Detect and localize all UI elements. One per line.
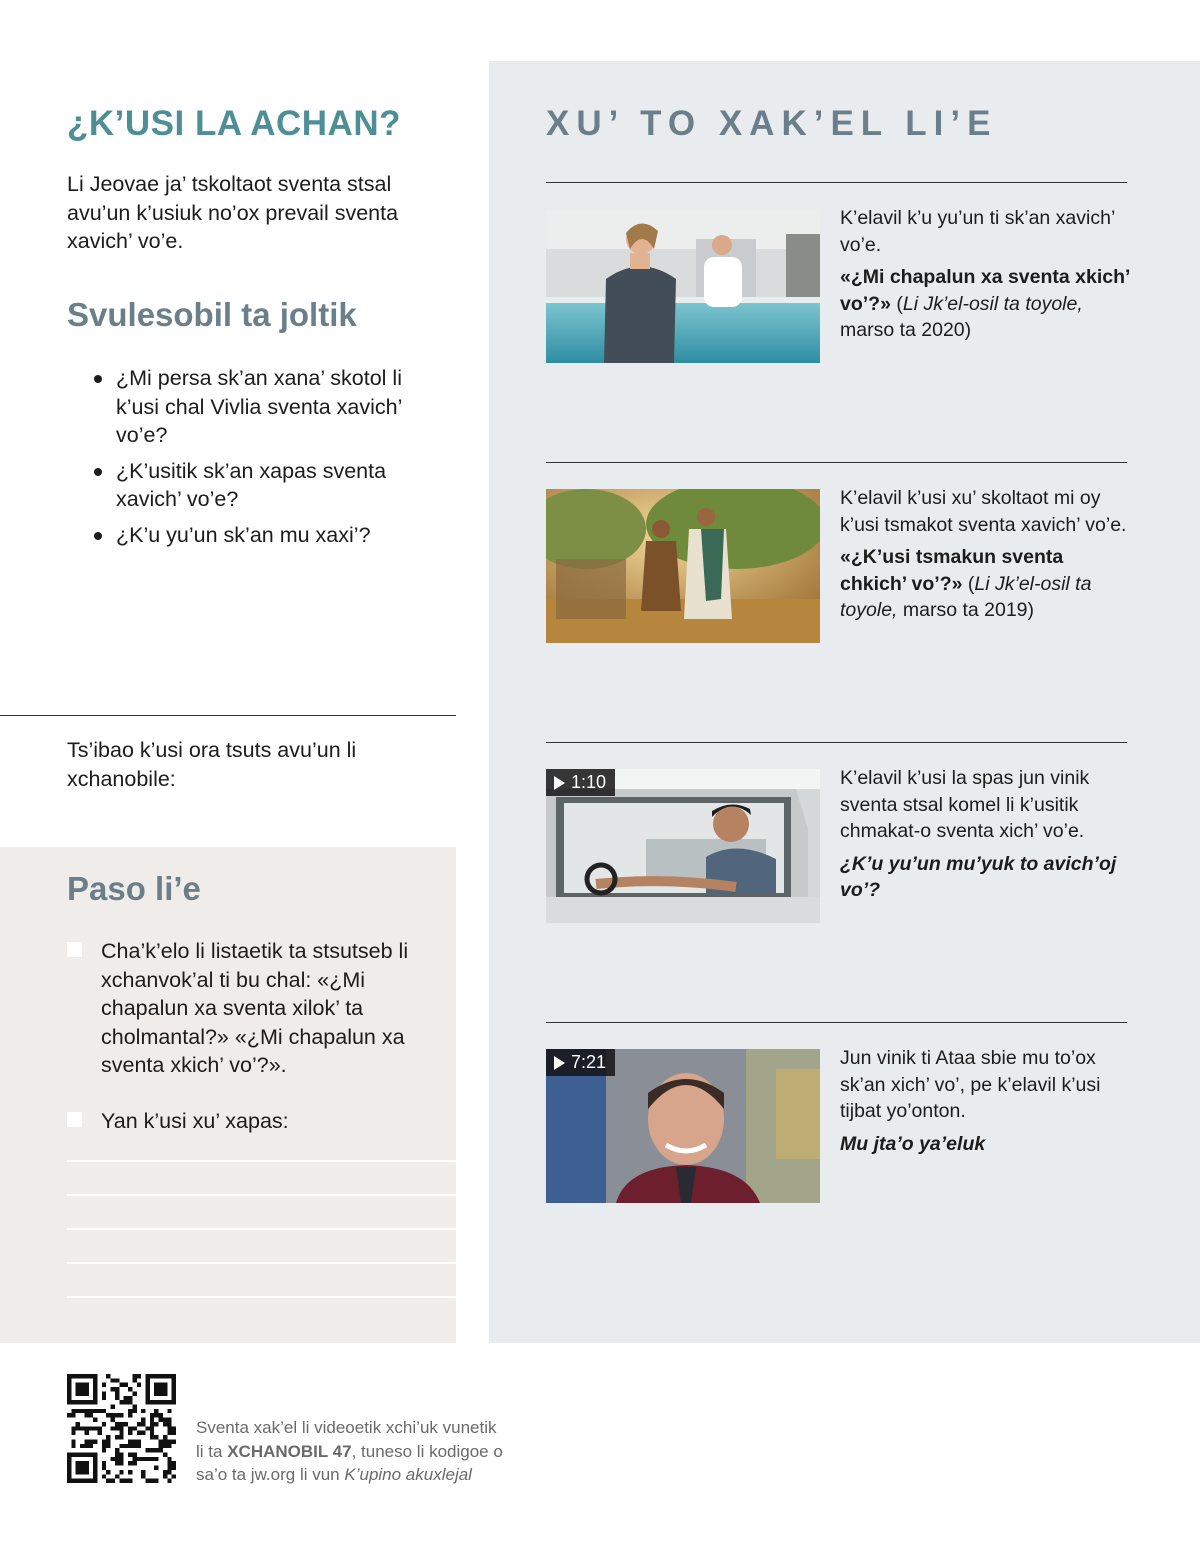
resource-description: Jun vinik ti Ataa sbie mu to’ox sk’an xich’ vo’, pe k’elavil k’usi tijbat yo’onton.: [840, 1047, 1101, 1122]
issue-date: marso ta 2019): [902, 599, 1035, 621]
review-question: ¿Mi persa sk’an xana’ skotol li k’usi chal Vivlia sventa xavich’ vo’e?: [92, 364, 432, 450]
article-title: «¿K’usi tsmakun sventa chkich’ vo’?»: [840, 546, 1064, 595]
magazine-name: Li Jk’el-osil ta toyole,: [902, 292, 1083, 315]
goal-text: Cha’k’elo li listaetik ta stsutseb li xchanvok’al ti bu chal: «¿Mi chapalun xa sventa xilok’ ta cholmantal?» «¿Mi chapalun xa sventa xkich’ vo’?».: [101, 939, 409, 1077]
write-line[interactable]: [67, 1228, 456, 1230]
footer-line: li ta: [196, 1441, 223, 1461]
painting-photo[interactable]: [546, 489, 820, 643]
video-duration: 1:10: [571, 772, 607, 792]
lesson-title: ¿K’USI LA ACHAN?: [67, 104, 401, 143]
lesson-number: XCHANOBIL 47: [227, 1441, 352, 1461]
review-question: ¿K’u yu’un sk’an mu xaxi’?: [92, 521, 432, 550]
review-heading: Svulesobil ta joltik: [67, 296, 357, 333]
review-question: ¿K’usitik sk’an xapas sventa xavich’ vo’e?: [92, 457, 432, 514]
goal-item: [67, 1107, 427, 1137]
play-icon: [554, 1056, 565, 1070]
video-duration-badge: [546, 769, 615, 796]
goals-box: [0, 847, 456, 1343]
magazine-name: Li Jk’el-osil ta toyole,: [840, 572, 1092, 621]
divider: [546, 182, 1127, 183]
footer-instructions: [196, 1416, 556, 1487]
footer-line: sa’o ta jw.org li vun: [196, 1465, 340, 1484]
resources-heading: XU’ TO XAK’EL LI’E: [546, 104, 998, 143]
write-line[interactable]: [67, 1194, 456, 1196]
divider: [546, 1022, 1127, 1023]
resource-reference[interactable]: «¿Mi chapalun xa sventa xkich’ vo’?» (Li Jk’el-osil ta toyole, marso ta 2020): [840, 266, 1130, 341]
goal-text: Yan k’usi xu’ xapas:: [101, 1109, 289, 1133]
video-title[interactable]: Mu jta’o ya’eluk: [840, 1132, 986, 1155]
painting-image: [546, 489, 820, 643]
video-duration-badge: [546, 1049, 615, 1076]
completion-note-prompt: Ts’ibao k’usi ora tsuts avu’un li xchanobile:: [67, 738, 357, 791]
goal-checkbox[interactable]: [67, 942, 82, 957]
goal-item: [67, 937, 427, 1082]
footer-line: Sventa xak’el li videoetik xchi’uk vunetik: [196, 1418, 497, 1437]
resource-text: [840, 1045, 1130, 1157]
baptism-photo[interactable]: [546, 209, 820, 363]
lesson-summary: Li Jeovae ja’ tskoltaot sventa stsal avu’un k’usiuk no’ox prevail sventa xavich’ vo’e.: [67, 172, 399, 253]
book-title[interactable]: K’upino akuxlejal: [344, 1465, 472, 1484]
resource-description: K’elavil k’usi xu’ skoltaot mi oy k’usi tsmakot sventa xavich’ vo’e.: [840, 487, 1127, 536]
resource-text: [840, 205, 1130, 344]
issue-date: marso ta 2020): [840, 319, 972, 341]
divider: [546, 742, 1127, 743]
video-title[interactable]: ¿K’u yu’un mu’yuk to avich’oj vo’?: [840, 852, 1117, 901]
footer-line: , tuneso li kodigoe o: [351, 1441, 503, 1461]
article-title: «¿Mi chapalun xa sventa xkich’ vo’?»: [840, 266, 1130, 315]
resource-text: [840, 485, 1130, 624]
write-line[interactable]: [67, 1296, 456, 1298]
divider: [546, 462, 1127, 463]
video-duration: 7:21: [571, 1052, 607, 1072]
write-line[interactable]: [67, 1160, 456, 1162]
review-questions: [92, 364, 432, 556]
write-line[interactable]: [67, 1262, 456, 1264]
resource-description: K’elavil k’u yu’un ti sk’an xavich’ vo’e.: [840, 207, 1115, 256]
video-thumbnail[interactable]: [546, 769, 820, 923]
baptism-image: [546, 209, 820, 363]
divider: [0, 715, 456, 716]
goal-checkbox[interactable]: [67, 1112, 82, 1127]
qr-code-icon: [67, 1374, 176, 1483]
video-thumbnail[interactable]: [546, 1049, 820, 1203]
play-icon: [554, 776, 565, 790]
qr-code[interactable]: [67, 1374, 176, 1483]
resource-description: K’elavil k’usi la spas jun vinik sventa stsal komel li k’usitik chmakat-o sventa xich’ vo’e.: [840, 767, 1090, 842]
resource-text: [840, 765, 1130, 904]
resource-reference[interactable]: «¿K’usi tsmakun sventa chkich’ vo’?» (Li Jk’el-osil ta toyole, marso ta 2019): [840, 546, 1092, 621]
goals-heading: Paso li’e: [67, 870, 201, 907]
